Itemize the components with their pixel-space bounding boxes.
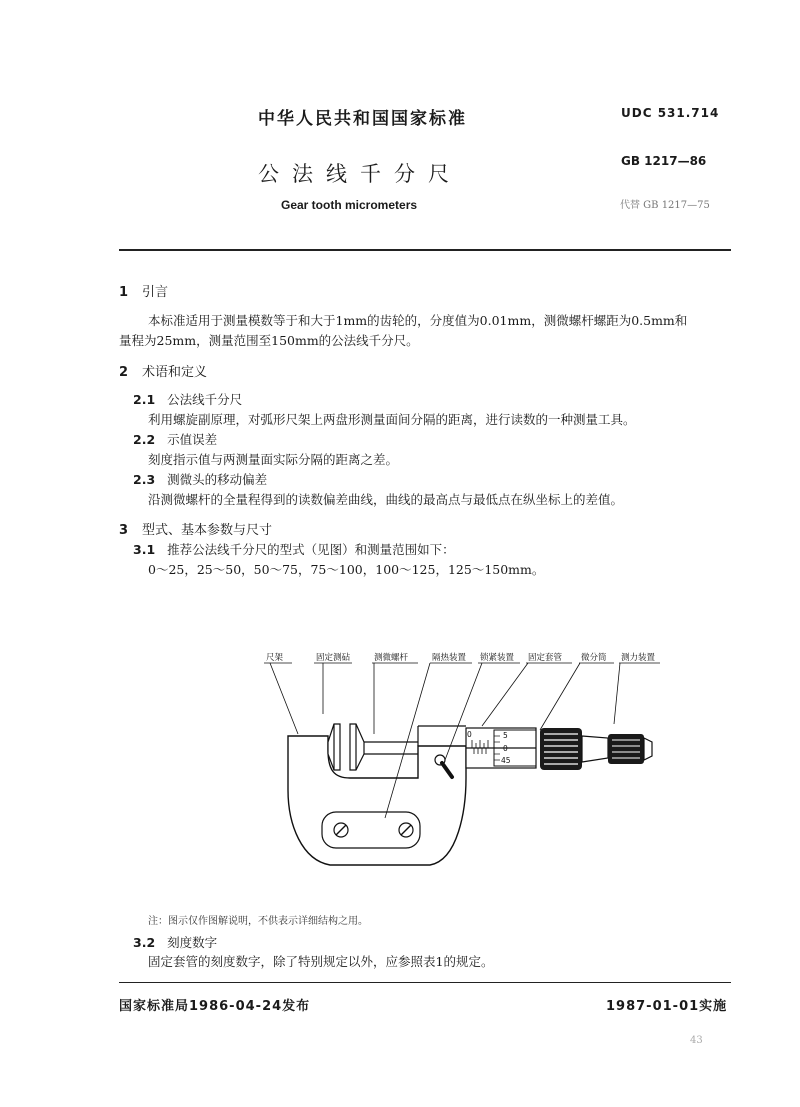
section-number: 3	[119, 523, 129, 538]
replaces-note: 代替 GB 1217—75	[620, 200, 710, 211]
section-1-heading	[119, 281, 168, 300]
subsection-2-3-text: 沿测微螺杆的全量程得到的读数偏差曲线，曲线的最高点与最低点在纵坐标上的差值。	[148, 492, 624, 507]
subsection-2-3-heading	[133, 470, 267, 488]
effective-date: 1987-01-01实施	[606, 999, 728, 1014]
header-divider	[119, 249, 731, 251]
scale-label: 0	[503, 744, 508, 753]
subsection-title: 示值误差	[167, 432, 218, 447]
subsection-title: 测微头的移动偏差	[167, 472, 268, 487]
subsection-title: 公法线千分尺	[167, 392, 243, 407]
figure-label: 尺架	[266, 653, 284, 663]
spindle-disc	[350, 724, 364, 770]
page-number: 43	[690, 1035, 703, 1046]
screw-icon	[334, 823, 348, 837]
scale-label: 5	[503, 731, 508, 740]
ratchet-knob	[608, 734, 652, 764]
subsection-2-2-text: 刻度指示值与两测量面实际分隔的距离之差。	[148, 452, 399, 467]
measurement-ranges: 0～25，25～50，50～75，75～100，100～125，125～150mm。	[148, 562, 545, 577]
lock-lever	[435, 755, 452, 777]
subsection-3-2-text: 固定套管的刻度数字，除了特别规定以外，应参照表1的规定。	[148, 954, 494, 969]
subsection-3-1-heading	[133, 540, 455, 558]
thimble-knurl	[540, 728, 582, 770]
issue-date: 国家标准局1986-04-24发布	[119, 999, 311, 1014]
thimble-neck	[582, 736, 608, 762]
section-number: 1	[119, 285, 129, 300]
section-1-para-line1: 本标准适用于测量模数等于和大于1mm的齿轮的，分度值为0.01mm，测微螺杆螺距为0.5mm和	[148, 313, 688, 328]
subsection-number: 2.1	[133, 392, 156, 407]
figure-label: 锁紧装置	[480, 653, 515, 663]
spindle	[364, 726, 466, 754]
figure-label: 测力装置	[621, 653, 656, 663]
figure-label: 固定测砧	[316, 653, 351, 663]
section-2-heading	[119, 361, 207, 380]
section-title: 术语和定义	[142, 365, 208, 380]
section-1-para-line2: 量程为25mm，测量范围至150mm的公法线千分尺。	[119, 333, 419, 348]
subsection-number: 3.2	[133, 935, 156, 950]
scale-label: 0	[467, 730, 472, 739]
subsection-2-1-heading	[133, 390, 242, 408]
udc-code: UDC 531.714	[621, 106, 720, 120]
section-title: 型式、基本参数与尺寸	[142, 523, 273, 538]
subsection-title: 刻度数字	[167, 935, 218, 950]
section-title: 引言	[142, 285, 169, 300]
subsection-2-2-heading	[133, 430, 217, 448]
subsection-2-1-text: 利用螺旋副原理，对弧形尺架上两盘形测量面间分隔的距离，进行读数的一种测量工具。	[148, 412, 636, 427]
screw-icon	[399, 823, 413, 837]
figure-label: 隔热装置	[432, 653, 467, 663]
footer-divider	[119, 982, 731, 983]
figure-note: 注：图示仅作图解说明，不供表示详细结构之用。	[148, 916, 368, 927]
subsection-number: 2.3	[133, 472, 156, 487]
page-title: 公法线千分尺	[258, 162, 462, 186]
figure-label: 测微螺杆	[374, 653, 409, 663]
standard-number: GB 1217—86	[621, 154, 707, 168]
section-3-heading	[119, 519, 272, 538]
micrometer-figure	[250, 650, 680, 880]
english-title: Gear tooth micrometers	[281, 198, 418, 212]
subsection-text: 推荐公法线千分尺的型式（见图）和测量范围如下：	[167, 542, 455, 557]
subsection-number: 3.1	[133, 542, 156, 557]
section-number: 2	[119, 365, 129, 380]
scale-label: 45	[501, 756, 511, 765]
subsection-number: 2.2	[133, 432, 156, 447]
org-title: 中华人民共和国国家标准	[258, 109, 467, 129]
figure-label: 固定套管	[528, 653, 563, 663]
figure-label: 微分筒	[581, 653, 607, 663]
subsection-3-2-heading	[133, 933, 217, 951]
